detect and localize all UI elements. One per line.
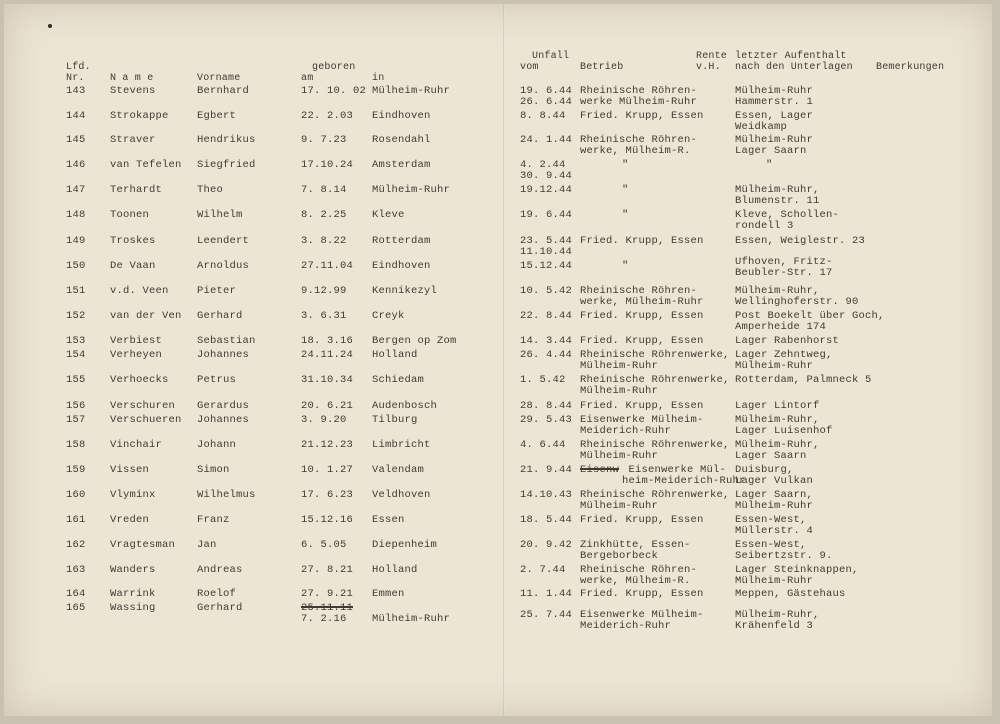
row-nr: 155 (66, 374, 86, 386)
row-betrieb: Fried. Krupp, Essen (580, 335, 704, 347)
header-betrieb: Betrieb (580, 62, 624, 73)
row-nr: 144 (66, 110, 86, 122)
header-am: am (301, 73, 314, 84)
row-unfall: 10. 5.42 (520, 285, 573, 297)
row-betrieb: Rheinische Röhrenwerke, Mülheim-Ruhr (580, 374, 730, 397)
row-born: 27. 8.21 (301, 564, 354, 576)
row-nr: 145 (66, 134, 86, 146)
header-bemerkungen: Bemerkungen (876, 62, 945, 73)
row-place: Bergen op Zom (372, 335, 457, 347)
row-vorname: Egbert (197, 110, 237, 122)
row-name: Toonen (110, 209, 150, 221)
header-unfall: Unfall (532, 51, 570, 62)
row-name: De Vaan (110, 260, 156, 272)
row-vorname: Roelof (197, 588, 237, 600)
row-vorname: Siegfried (197, 159, 256, 171)
row-vorname: Bernhard (197, 85, 250, 97)
row-unfall: 22. 8.44 (520, 310, 573, 322)
row-unfall: 23. 5.44 11.10.44 (520, 235, 573, 258)
row-vorname: Gerardus (197, 400, 250, 412)
row-place: Kennikezyl (372, 285, 438, 297)
row-name: Vissen (110, 464, 150, 476)
row-aufenthalt: Meppen, Gästehaus (735, 588, 846, 600)
row-place: Eindhoven (372, 110, 431, 122)
row-nr: 158 (66, 439, 86, 451)
row-name: v.d. Veen (110, 285, 169, 297)
row-nr: 162 (66, 539, 86, 551)
row-place: Holland (372, 564, 418, 576)
row-born: 27.11.04 (301, 260, 354, 272)
ink-mark (48, 24, 52, 28)
row-vorname: Petrus (197, 374, 237, 386)
row-place: Diepenheim (372, 539, 438, 551)
row-unfall: 19. 6.44 26. 6.44 (520, 85, 573, 108)
row-nr: 152 (66, 310, 86, 322)
row-name: Straver (110, 134, 156, 146)
row-vorname: Leendert (197, 235, 250, 247)
row-nr: 163 (66, 564, 86, 576)
row-name: Wanders (110, 564, 156, 576)
row-betrieb: Zinkhütte, Essen- Bergeborbeck (580, 539, 691, 562)
row-born: 18. 3.16 (301, 335, 354, 347)
header-vom: vom (520, 62, 539, 73)
header-geboren: geboren (312, 62, 356, 73)
row-vorname: Jan (197, 539, 217, 551)
row-born: 17. 10. 02 (301, 85, 367, 97)
row-born: 17. 6.23 (301, 489, 354, 501)
row-unfall: 18. 5.44 (520, 514, 573, 526)
row-unfall: 25. 7.44 (520, 609, 573, 621)
row-born: 21.12.23 (301, 439, 354, 451)
row-name: Vreden (110, 514, 150, 526)
row-born: 7. 2.16 (301, 613, 347, 625)
row-aufenthalt: Mülheim-Ruhr, Lager Luisenhof (735, 414, 833, 437)
row-aufenthalt: Post Boekelt über Goch, Amperheide 174 (735, 310, 885, 333)
row-aufenthalt: Ufhoven, Fritz- Beubler-Str. 17 (735, 256, 833, 279)
row-vorname: Wilhelmus (197, 489, 256, 501)
row-nr: 164 (66, 588, 86, 600)
row-name: Verhoecks (110, 374, 169, 386)
row-aufenthalt-ditto: " (766, 159, 773, 171)
row-nr: 165 (66, 602, 86, 614)
row-vorname: Simon (197, 464, 230, 476)
row-betrieb: Rheinische Röhrenwerke, Mülheim-Ruhr (580, 349, 730, 372)
row-born: 8. 2.25 (301, 209, 347, 221)
row-unfall: 8. 8.44 (520, 110, 566, 122)
row-nr: 147 (66, 184, 86, 196)
row-born: 15.12.16 (301, 514, 354, 526)
row-born: 27. 9.21 (301, 588, 354, 600)
row-vorname: Wilhelm (197, 209, 243, 221)
row-place: Schiedam (372, 374, 425, 386)
row-aufenthalt: Essen-West, Müllerstr. 4 (735, 514, 814, 537)
row-unfall: 4. 2.44 30. 9.44 (520, 159, 573, 182)
row-place: Limbricht (372, 439, 431, 451)
header-rente: Rente (696, 51, 728, 62)
header-name: N a m e (110, 73, 154, 84)
row-aufenthalt: Mülheim-Ruhr, Lager Saarn (735, 439, 820, 462)
row-aufenthalt: Duisburg, Lager Vulkan (735, 464, 814, 487)
row-name: Stevens (110, 85, 156, 97)
row-aufenthalt: Lager Rabenhorst (735, 335, 840, 347)
row-betrieb: Eisenwerke Mülheim- Meiderich-Ruhr (580, 609, 704, 632)
row-born: 3. 9.20 (301, 414, 347, 426)
row-aufenthalt: Mülheim-Ruhr, Krähenfeld 3 (735, 609, 820, 632)
row-betrieb: Eisenwerke Mülheim- Meiderich-Ruhr (580, 414, 704, 437)
row-vorname: Gerhard (197, 310, 243, 322)
row-place: Rosendahl (372, 134, 431, 146)
row-place: Essen (372, 514, 405, 526)
row-vorname: Franz (197, 514, 230, 526)
row-betrieb: Rheinische Röhren- werke, Mülheim-Ruhr (580, 285, 704, 308)
row-place: Holland (372, 349, 418, 361)
row-aufenthalt: Lager Steinknappen, Mülheim-Ruhr (735, 564, 859, 587)
row-unfall: 26. 4.44 (520, 349, 573, 361)
row-name: Verschuren (110, 400, 176, 412)
row-place: Veldhoven (372, 489, 431, 501)
row-betrieb: Rheinische Röhren- werke, Mülheim-R. (580, 564, 698, 587)
row-aufenthalt: Mülheim-Ruhr Lager Saarn (735, 134, 814, 157)
row-born: 6. 5.05 (301, 539, 347, 551)
row-born: 20. 6.21 (301, 400, 354, 412)
row-aufenthalt: Mülheim-Ruhr Hammerstr. 1 (735, 85, 814, 108)
row-unfall: 21. 9.44 (520, 464, 573, 476)
row-vorname: Johann (197, 439, 237, 451)
row-nr: 157 (66, 414, 86, 426)
row-unfall: 28. 8.44 (520, 400, 573, 412)
row-name: Wassing (110, 602, 156, 614)
row-betrieb: Rheinische Röhrenwerke, Mülheim-Ruhr (580, 489, 730, 512)
row-nr: 146 (66, 159, 86, 171)
row-betrieb: Fried. Krupp, Essen (580, 588, 704, 600)
row-unfall: 14.10.43 (520, 489, 573, 501)
header-vh: v.H. (696, 62, 721, 73)
row-nr: 154 (66, 349, 86, 361)
row-place: Mülheim-Ruhr (372, 613, 451, 625)
row-born: 3. 8.22 (301, 235, 347, 247)
header-nr: Nr. (66, 73, 85, 84)
row-name: Vinchair (110, 439, 163, 451)
row-betrieb-ditto: " (622, 184, 629, 196)
row-betrieb: Fried. Krupp, Essen (580, 400, 704, 412)
row-betrieb: Rheinische Röhren- werke Mülheim-Ruhr (580, 85, 698, 108)
row-place: Rotterdam (372, 235, 431, 247)
row-place: Kleve (372, 209, 405, 221)
row-name: Verschueren (110, 414, 182, 426)
row-aufenthalt: Essen, Weiglestr. 23 (735, 235, 866, 247)
header-lfd: Lfd. (66, 62, 91, 73)
row-unfall: 1. 5.42 (520, 374, 566, 386)
row-betrieb: Rheinische Röhrenwerke, Mülheim-Ruhr (580, 439, 730, 462)
row-place: Amsterdam (372, 159, 431, 171)
row-betrieb-ditto: " (622, 159, 629, 171)
row-place: Emmen (372, 588, 405, 600)
row-betrieb: Fried. Krupp, Essen (580, 310, 704, 322)
row-born: 24.11.24 (301, 349, 354, 361)
row-aufenthalt: Mülheim-Ruhr, Wellinghoferstr. 90 (735, 285, 859, 308)
row-nr: 153 (66, 335, 86, 347)
row-name: Verheyen (110, 349, 163, 361)
row-born: 3. 6.31 (301, 310, 347, 322)
row-nr: 160 (66, 489, 86, 501)
row-born: 10. 1.27 (301, 464, 354, 476)
row-name: Vragtesman (110, 539, 176, 551)
row-unfall: 11. 1.44 (520, 588, 573, 600)
row-place: Mülheim-Ruhr (372, 184, 451, 196)
row-aufenthalt: Essen-West, Seibertzstr. 9. (735, 539, 833, 562)
row-unfall: 14. 3.44 (520, 335, 573, 347)
row-aufenthalt: Lager Lintorf (735, 400, 820, 412)
row-betrieb-struck: Eisenw (580, 464, 620, 476)
row-nr: 156 (66, 400, 86, 412)
row-name: Verbiest (110, 335, 163, 347)
row-aufenthalt: Rotterdam, Palmneck 5 (735, 374, 872, 386)
row-unfall: 19.12.44 (520, 184, 573, 196)
row-aufenthalt: Essen, Lager Weidkamp (735, 110, 814, 133)
row-nr: 151 (66, 285, 86, 297)
row-nr: 148 (66, 209, 86, 221)
row-unfall: 4. 6.44 (520, 439, 566, 451)
row-betrieb: Rheinische Röhren- werke, Mülheim-R. (580, 134, 698, 157)
row-place: Mülheim-Ruhr (372, 85, 451, 97)
row-aufenthalt: Kleve, Schollen- rondell 3 (735, 209, 840, 232)
header-vorname: Vorname (197, 73, 241, 84)
row-nr: 149 (66, 235, 86, 247)
row-betrieb-ditto: " (622, 260, 629, 272)
row-betrieb: Eisenwerke Mül- heim-Meiderich-Ruhr (622, 464, 746, 487)
row-nr: 159 (66, 464, 86, 476)
header-in: in (372, 73, 385, 84)
row-name: Strokappe (110, 110, 169, 122)
row-born: 17.10.24 (301, 159, 354, 171)
row-name: Vlyminx (110, 489, 156, 501)
row-born-struck: 25.11.11 (301, 602, 354, 614)
row-nr: 150 (66, 260, 86, 272)
row-name: Troskes (110, 235, 156, 247)
row-born: 7. 8.14 (301, 184, 347, 196)
row-born: 22. 2.03 (301, 110, 354, 122)
row-vorname: Johannes (197, 349, 250, 361)
row-unfall: 19. 6.44 (520, 209, 573, 221)
row-nr: 143 (66, 85, 86, 97)
row-aufenthalt: Lager Zehntweg, Mülheim-Ruhr (735, 349, 833, 372)
row-unfall: 15.12.44 (520, 260, 573, 272)
row-name: Terhardt (110, 184, 163, 196)
row-betrieb: Fried. Krupp, Essen (580, 110, 704, 122)
row-vorname: Johannes (197, 414, 250, 426)
row-name: Warrink (110, 588, 156, 600)
row-place: Valendam (372, 464, 425, 476)
row-born: 31.10.34 (301, 374, 354, 386)
row-unfall: 2. 7.44 (520, 564, 566, 576)
row-aufenthalt: Mülheim-Ruhr, Blumenstr. 11 (735, 184, 820, 207)
row-nr: 161 (66, 514, 86, 526)
row-born: 9.12.99 (301, 285, 347, 297)
row-name: van Tefelen (110, 159, 182, 171)
row-unfall: 24. 1.44 (520, 134, 573, 146)
row-name: van der Ven (110, 310, 182, 322)
page-fold (503, 4, 505, 716)
row-unfall: 20. 9.42 (520, 539, 573, 551)
row-vorname: Sebastian (197, 335, 256, 347)
row-place: Eindhoven (372, 260, 431, 272)
row-vorname: Theo (197, 184, 224, 196)
row-place: Tilburg (372, 414, 418, 426)
row-place: Creyk (372, 310, 405, 322)
row-unfall: 29. 5.43 (520, 414, 573, 426)
row-vorname: Gerhard (197, 602, 243, 614)
row-vorname: Hendrikus (197, 134, 256, 146)
row-vorname: Pieter (197, 285, 237, 297)
row-betrieb: Fried. Krupp, Essen (580, 514, 704, 526)
row-aufenthalt: Lager Saarn, Mülheim-Ruhr (735, 489, 814, 512)
row-place: Audenbosch (372, 400, 438, 412)
row-betrieb: Fried. Krupp, Essen (580, 235, 704, 247)
header-aufenthalt-2: nach den Unterlagen (735, 62, 853, 73)
row-born: 9. 7.23 (301, 134, 347, 146)
row-betrieb-ditto: " (622, 209, 629, 221)
header-aufenthalt-1: letzter Aufenthalt (735, 51, 847, 62)
row-vorname: Arnoldus (197, 260, 250, 272)
row-vorname: Andreas (197, 564, 243, 576)
